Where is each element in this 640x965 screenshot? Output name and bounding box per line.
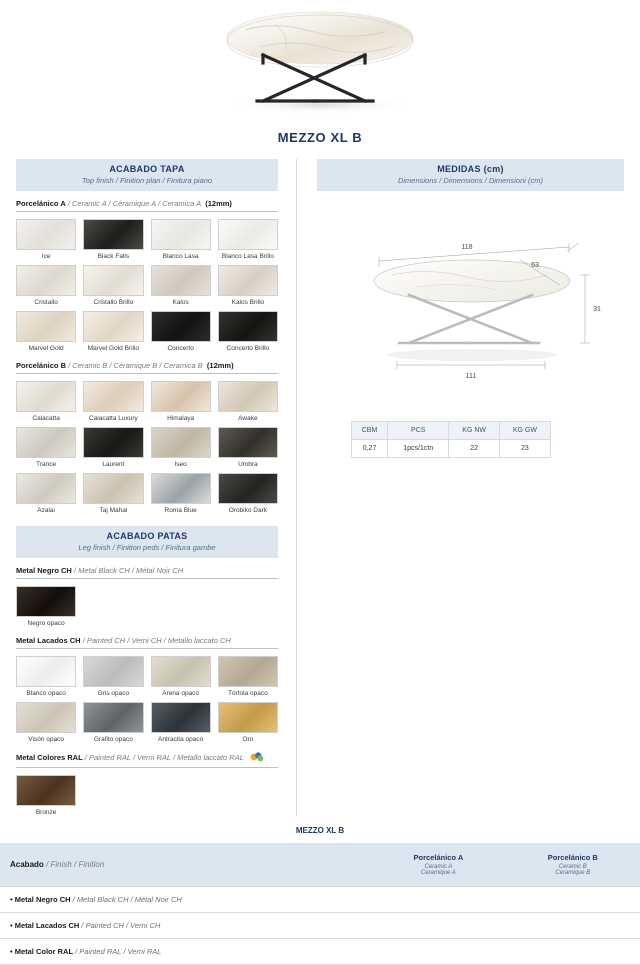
swatch-color xyxy=(16,219,76,250)
swatch-color xyxy=(16,656,76,687)
swatch-label: Cristallo xyxy=(34,299,58,306)
swatch-label: Bronze xyxy=(35,809,57,816)
swatch-color xyxy=(151,219,211,250)
porcelanico-a-swatch[interactable] xyxy=(151,311,211,352)
swatch-label: Azalai xyxy=(37,507,55,514)
group-label-metal-ral xyxy=(16,752,278,768)
finish-matrix-row xyxy=(0,939,640,965)
swatch-label: Negro opaco xyxy=(27,620,65,627)
finish-matrix-row xyxy=(0,913,640,939)
swatch-label: Marvel Gold Brillo xyxy=(87,345,140,352)
swatch-label: Grafito opaco xyxy=(93,736,133,743)
swatch-color xyxy=(218,473,278,504)
content-columns xyxy=(0,145,640,816)
swatch-color xyxy=(83,427,143,458)
packaging-col-header: PCS xyxy=(388,422,449,440)
porcelanico-a-swatch[interactable] xyxy=(218,311,278,352)
swatch-color xyxy=(83,265,143,296)
metal-lacado-swatch[interactable] xyxy=(218,656,278,697)
leg-finish-header xyxy=(16,526,278,558)
swatch-label: Concerto Brillo xyxy=(226,345,270,352)
porcelanico-b-swatch[interactable] xyxy=(16,381,76,422)
porcelanico-a-swatch[interactable] xyxy=(83,311,143,352)
group-b-mm: (12mm) xyxy=(206,361,234,370)
swatch-label: Ice xyxy=(41,253,51,260)
swatch-color xyxy=(16,381,76,412)
metal-lacado-swatch[interactable] xyxy=(151,656,211,697)
swatch-label: Kalos xyxy=(172,299,189,306)
group-a-light: / Ceramic A / Céramique A / Ceramica A xyxy=(65,199,202,208)
measures-header xyxy=(317,159,624,191)
finish-row-label: • Metal Color RAL / Painted RAL / Verni RAL xyxy=(0,939,371,965)
swatch-label: Laurent xyxy=(102,461,125,468)
col-b-sub1: Ceramic B xyxy=(558,864,587,870)
group-b-light: / Ceramic B / Céramique B / Ceramica B xyxy=(66,361,203,370)
group-label-porcelanico-a xyxy=(16,199,278,212)
group-a-bold: Porcelánico A xyxy=(16,199,66,208)
swatch-color xyxy=(218,265,278,296)
top-finish-subtitle: Top finish / Finition plan / Finitura piano xyxy=(81,176,213,185)
metal-lacado-swatch[interactable] xyxy=(16,656,76,697)
swatch-color xyxy=(83,702,143,733)
finish-row-cell-a xyxy=(371,913,505,939)
porcelanico-b-swatch[interactable] xyxy=(83,427,143,468)
swatch-color xyxy=(16,265,76,296)
finish-matrix-table xyxy=(0,843,640,965)
swatch-color xyxy=(16,473,76,504)
metal-lacado-swatch[interactable] xyxy=(83,656,143,697)
dim-height-label: 31 xyxy=(593,306,601,313)
measures-subtitle: Dimensions / Dimensions / Dimensioni (cm) xyxy=(397,176,544,185)
swatch-color xyxy=(151,381,211,412)
porcelanico-a-swatch[interactable] xyxy=(83,219,143,260)
swatch-color xyxy=(151,702,211,733)
page-title: MEZZO XL B xyxy=(277,130,363,145)
swatch-color xyxy=(151,265,211,296)
group-ral-light: / Painted RAL / Verni RAL / Metallo laccato RAL xyxy=(82,752,244,762)
swatch-label: Oro xyxy=(242,736,254,743)
col-b-sub2: Ceramique B xyxy=(555,870,591,876)
porcelanico-a-swatch[interactable] xyxy=(218,219,278,260)
swatch-color xyxy=(83,656,143,687)
porcelanico-b-swatch[interactable] xyxy=(151,473,211,514)
swatch-color xyxy=(218,702,278,733)
porcelanico-a-swatch[interactable] xyxy=(16,265,76,306)
col-b-title: Porcelánico B xyxy=(547,853,598,862)
finish-row-cell-a xyxy=(371,887,505,913)
packaging-col-header: KG NW xyxy=(449,422,499,440)
finish-matrix-header-row xyxy=(0,843,640,887)
swatch-label: Gris opaco xyxy=(97,690,130,697)
mid-product-title: MEZZO XL B xyxy=(295,826,345,835)
swatch-grid-metal-ral xyxy=(16,775,278,816)
group-painted-bold: Metal Lacados CH xyxy=(16,636,81,645)
swatch-grid-porcelanico-b xyxy=(16,381,278,514)
porcelanico-a-swatch[interactable] xyxy=(218,265,278,306)
product-hero xyxy=(0,0,640,120)
finish-matrix-header-col-b xyxy=(506,843,640,887)
swatch-color xyxy=(218,311,278,342)
right-column xyxy=(296,159,624,816)
col-a-sub1: Ceramic A xyxy=(424,864,453,870)
swatch-label: Arena opaco xyxy=(162,690,200,697)
porcelanico-a-swatch[interactable] xyxy=(16,219,76,260)
swatch-label: Blanco Lasa Brillo xyxy=(221,253,274,260)
swatch-grid-porcelanico-a xyxy=(16,219,278,352)
swatch-color xyxy=(83,219,143,250)
metal-lacado-swatch[interactable] xyxy=(83,702,143,743)
swatch-color xyxy=(83,311,143,342)
porcelanico-b-swatch[interactable] xyxy=(16,473,76,514)
swatch-color xyxy=(83,473,143,504)
packaging-col-header: KG GW xyxy=(499,422,550,440)
metal-lacado-swatch[interactable] xyxy=(218,702,278,743)
swatch-color xyxy=(16,702,76,733)
group-label-porcelanico-b xyxy=(16,361,278,374)
packaging-table-header xyxy=(352,422,551,440)
packaging-cell: 23 xyxy=(499,440,550,458)
swatch-color xyxy=(218,656,278,687)
packaging-cell: 1pcs/1ctn xyxy=(388,440,449,458)
porcelanico-a-swatch[interactable] xyxy=(151,265,211,306)
group-black-bold: Metal Negro CH xyxy=(16,566,72,575)
packaging-cell: 22 xyxy=(449,440,499,458)
swatch-label: Blanco opaco xyxy=(26,690,66,697)
ral-color-wheel-icon xyxy=(250,752,264,764)
swatch-label: Calacatta Luxury xyxy=(88,415,138,422)
dim-depth-label: 63 xyxy=(531,262,539,269)
swatch-color xyxy=(83,381,143,412)
swatch-color xyxy=(151,473,211,504)
porcelanico-b-swatch[interactable] xyxy=(218,381,278,422)
dim-width-label: 118 xyxy=(461,244,473,251)
metal-lacado-swatch[interactable] xyxy=(16,702,76,743)
swatch-grid-metal-negro xyxy=(16,586,278,627)
left-column xyxy=(16,159,278,816)
group-painted-light: / Painted CH / Verni CH / Metallo laccato CH xyxy=(80,636,231,645)
packaging-col-header: CBM xyxy=(352,422,388,440)
swatch-color xyxy=(151,656,211,687)
group-black-light: / Metal Black CH / Métal Noir CH xyxy=(71,566,184,575)
swatch-label: Blanco Lasa xyxy=(162,253,199,260)
swatch-color xyxy=(218,219,278,250)
swatch-label: Umbra xyxy=(238,461,258,468)
measures-title: MEDIDAS (cm) xyxy=(437,164,504,174)
porcelanico-b-swatch[interactable] xyxy=(151,381,211,422)
group-ral-bold: Metal Colores RAL xyxy=(16,752,83,762)
swatch-color xyxy=(16,775,76,806)
finish-matrix-header-acabado xyxy=(0,843,371,887)
finish-row-cell-b xyxy=(506,913,640,939)
swatch-label: Antracita opaco xyxy=(158,736,204,743)
porcelanico-b-swatch[interactable] xyxy=(218,427,278,468)
acabado-light: / Finish / Finition xyxy=(43,860,105,869)
porcelanico-b-swatch[interactable] xyxy=(151,427,211,468)
finish-row-label: • Metal Negro CH / Metal Black CH / Métal Noir CH xyxy=(0,887,371,913)
group-label-metal-negro xyxy=(16,566,278,579)
finish-matrix-header-col-a xyxy=(371,843,505,887)
packaging-cell: 0,27 xyxy=(352,440,388,458)
porcelanico-b-swatch[interactable] xyxy=(83,473,143,514)
packaging-table-body xyxy=(352,440,551,458)
swatch-label: Cristallo Brillo xyxy=(93,299,134,306)
dimension-drawing xyxy=(317,215,617,395)
swatch-color xyxy=(16,311,76,342)
col-a-title: Porcelánico A xyxy=(413,853,464,862)
porcelanico-a-swatch[interactable] xyxy=(16,311,76,352)
swatch-label: Himalaya xyxy=(167,415,195,422)
swatch-color xyxy=(151,427,211,458)
finish-matrix-row xyxy=(0,887,640,913)
finish-row-cell-b xyxy=(506,939,640,965)
swatch-label: Roma Blue xyxy=(164,507,197,514)
swatch-label: Taj Mahal xyxy=(99,507,128,514)
swatch-label: Black Falls xyxy=(97,253,130,260)
swatch-color xyxy=(218,427,278,458)
porcelanico-b-swatch[interactable] xyxy=(16,427,76,468)
swatch-label: Awake xyxy=(238,415,258,422)
leg-finish-title: ACABADO PATAS xyxy=(106,531,188,541)
top-finish-header xyxy=(16,159,278,191)
swatch-grid-metal-lacados xyxy=(16,656,278,743)
swatch-color xyxy=(16,586,76,617)
finish-matrix-rows xyxy=(0,887,640,965)
porcelanico-a-swatch[interactable] xyxy=(151,219,211,260)
swatch-label: Marvel Gold xyxy=(28,345,64,352)
porcelanico-b-swatch[interactable] xyxy=(218,473,278,514)
swatch-label: Trance xyxy=(36,461,57,468)
packaging-table xyxy=(351,421,551,458)
leg-finish-subtitle: Leg finish / Finition peds / Finitura gambe xyxy=(78,543,216,552)
finish-row-label: • Metal Lacados CH / Painted CH / Verni CH xyxy=(0,913,371,939)
swatch-label: Visón opaco xyxy=(28,736,64,743)
finish-row-cell-b xyxy=(506,887,640,913)
swatch-label: Calacatta xyxy=(32,415,60,422)
swatch-color xyxy=(151,311,211,342)
swatch-label: Iseo xyxy=(174,461,187,468)
group-a-mm: (12mm) xyxy=(205,199,232,208)
group-b-bold: Porcelánico B xyxy=(16,361,67,370)
metal-ral-swatch[interactable] xyxy=(16,775,76,816)
group-label-metal-lacados xyxy=(16,636,278,649)
swatch-color xyxy=(16,427,76,458)
swatch-label: Tórtola opaco xyxy=(228,690,268,697)
porcelanico-b-swatch[interactable] xyxy=(83,381,143,422)
swatch-color xyxy=(218,381,278,412)
porcelanico-a-swatch[interactable] xyxy=(83,265,143,306)
swatch-label: Kalos Brillo xyxy=(231,299,265,306)
product-photo xyxy=(205,5,435,115)
top-finish-title: ACABADO TAPA xyxy=(109,164,185,174)
dim-base-label: 111 xyxy=(465,373,477,380)
metal-negro-swatch[interactable] xyxy=(16,586,76,627)
packaging-row xyxy=(352,440,551,458)
finish-row-cell-a xyxy=(371,939,505,965)
acabado-bold: Acabado xyxy=(10,860,44,869)
swatch-label: Orobiko Dark xyxy=(228,507,268,514)
col-a-sub2: Ceramique A xyxy=(421,870,456,876)
metal-lacado-swatch[interactable] xyxy=(151,702,211,743)
swatch-label: Concerto xyxy=(167,345,194,352)
